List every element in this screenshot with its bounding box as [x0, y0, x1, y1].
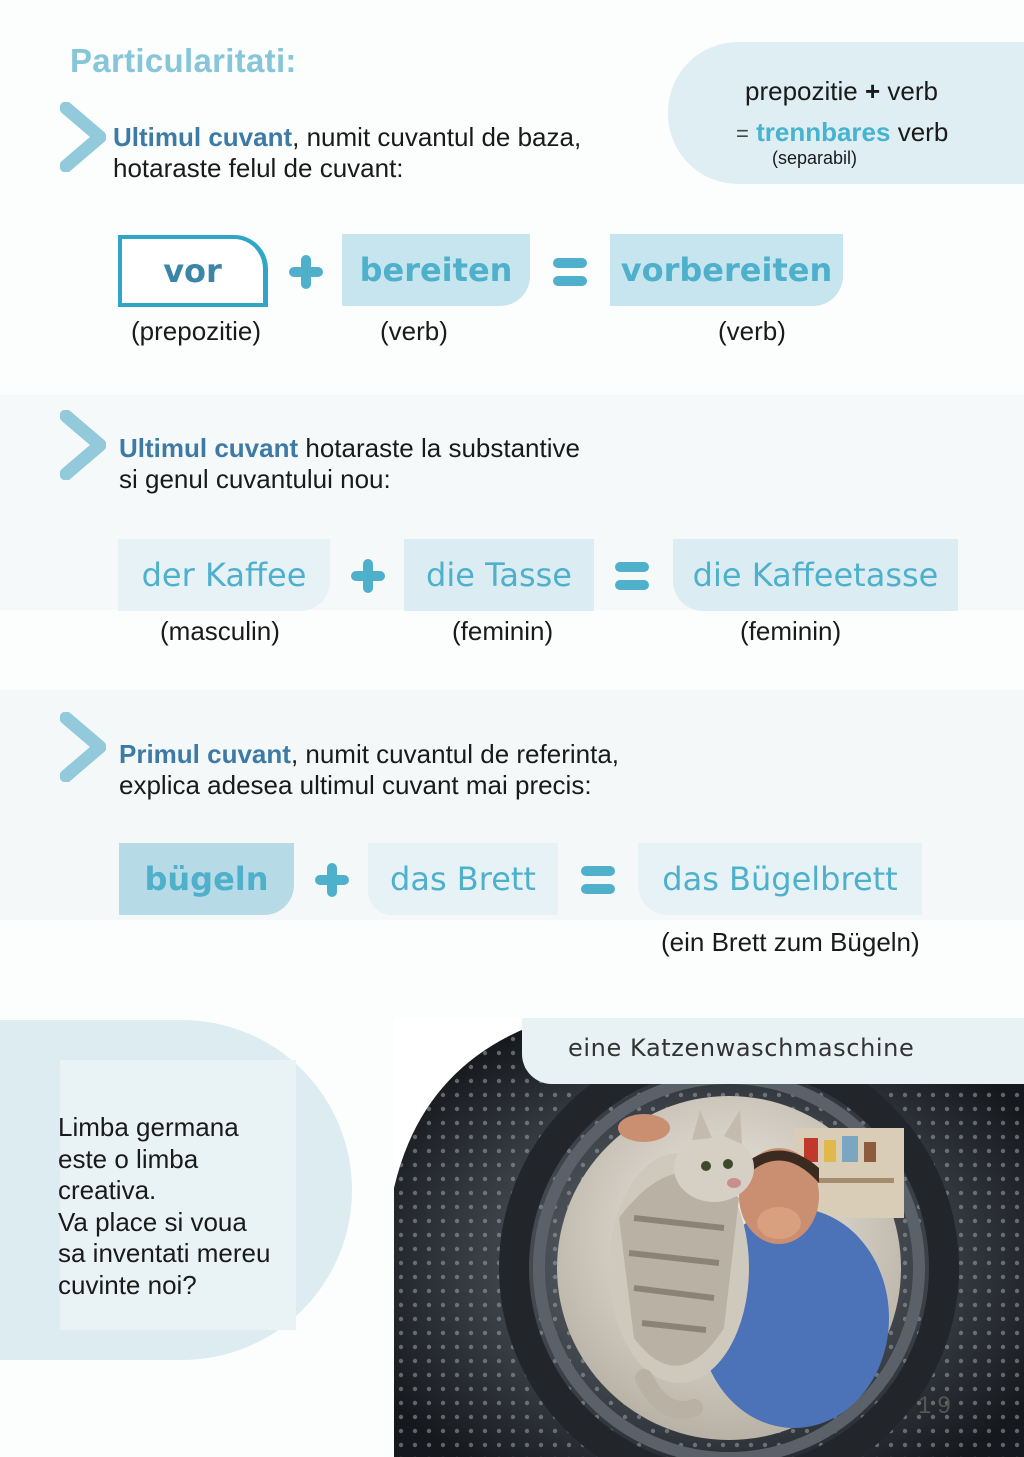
creative-line-1: Limba germana [58, 1112, 239, 1142]
section2-intro-emphasis: Ultimul cuvant [119, 433, 299, 463]
plus-icon [348, 556, 388, 596]
chevron-right-icon [60, 410, 106, 480]
creative-line-3: creativa. [58, 1175, 157, 1205]
chevron-right-icon [60, 102, 106, 172]
word-vor: vor [163, 252, 222, 290]
word-box-vorbereiten [610, 234, 843, 306]
label-feminin-1: (feminin) [452, 616, 554, 646]
section1-intro-rest: , numit cuvantul de baza, [292, 122, 582, 152]
equals-icon [550, 252, 590, 292]
bubble-result-line [736, 117, 948, 148]
word-box-bugeln [119, 843, 294, 915]
word-box-die-kaffeetasse [673, 539, 958, 611]
creative-line-5: sa inventati mereu [58, 1238, 271, 1268]
label-prepozitie: (prepozitie) [131, 316, 262, 346]
photo-caption: eine Katzenwaschmaschine [568, 1034, 915, 1062]
section2-intro-rest: hotaraste la substantive [298, 433, 580, 463]
section2-intro [119, 433, 580, 495]
bubble-equals: = [736, 121, 749, 146]
word-bugeln: bügeln [144, 860, 269, 898]
word-box-das-brett [368, 843, 558, 915]
word-der-kaffee: der Kaffee [141, 556, 307, 594]
chevron-right-icon [60, 712, 106, 782]
page-number: 19 [918, 1392, 957, 1419]
word-das-brett: das Brett [390, 860, 536, 898]
section3-intro [119, 739, 619, 801]
word-box-vor [118, 235, 268, 307]
word-das-bugelbrett: das Bügelbrett [662, 860, 898, 898]
section1-intro [113, 122, 581, 184]
section1-intro-emphasis: Ultimul cuvant [113, 122, 293, 152]
word-die-tasse: die Tasse [426, 556, 572, 594]
section2-intro-line2: si genul cuvantului nou: [119, 464, 391, 494]
section3-intro-line2: explica adesea ultimul cuvant mai precis: [119, 770, 592, 800]
bubble-verb: verb [887, 76, 938, 106]
word-box-das-bugelbrett [638, 843, 922, 915]
section1-intro-line2: hotaraste felul de cuvant: [113, 153, 404, 183]
section3-intro-rest: , numit cuvantul de referinta, [290, 739, 619, 769]
label-ein-brett-zum-bugeln: (ein Brett zum Bügeln) [661, 927, 920, 957]
bubble-separabil: (separabil) [772, 148, 858, 168]
section3-intro-emphasis: Primul cuvant [119, 739, 291, 769]
word-vorbereiten: vorbereiten [620, 251, 833, 289]
equals-icon [578, 860, 618, 900]
bubble-plus: + [864, 76, 881, 106]
plus-icon [286, 252, 326, 292]
bubble-trennbares: trennbares [756, 117, 891, 147]
page-heading: Particularitati: [70, 42, 297, 79]
bubble-prepozitie: prepozitie [745, 76, 858, 106]
word-box-der-kaffee [118, 539, 330, 611]
plus-icon [312, 860, 352, 900]
creative-line-2: este o limba [58, 1143, 199, 1174]
word-box-bereiten [342, 234, 530, 306]
creative-line-4: Va place si voua [58, 1206, 247, 1237]
label-verb-2: (verb) [718, 316, 786, 346]
word-die-kaffeetasse: die Kaffeetasse [692, 556, 939, 594]
bubble-formula-line [745, 76, 938, 107]
word-box-die-tasse [404, 539, 594, 611]
label-verb-1: (verb) [380, 316, 448, 346]
creative-text [58, 1112, 318, 1301]
label-masculin: (masculin) [160, 616, 280, 646]
equals-icon [612, 556, 652, 596]
word-bereiten: bereiten [359, 251, 513, 289]
label-feminin-2: (feminin) [740, 616, 842, 646]
bubble-verb-2: verb [897, 117, 949, 147]
creative-line-6: cuvinte noi? [58, 1269, 197, 1300]
